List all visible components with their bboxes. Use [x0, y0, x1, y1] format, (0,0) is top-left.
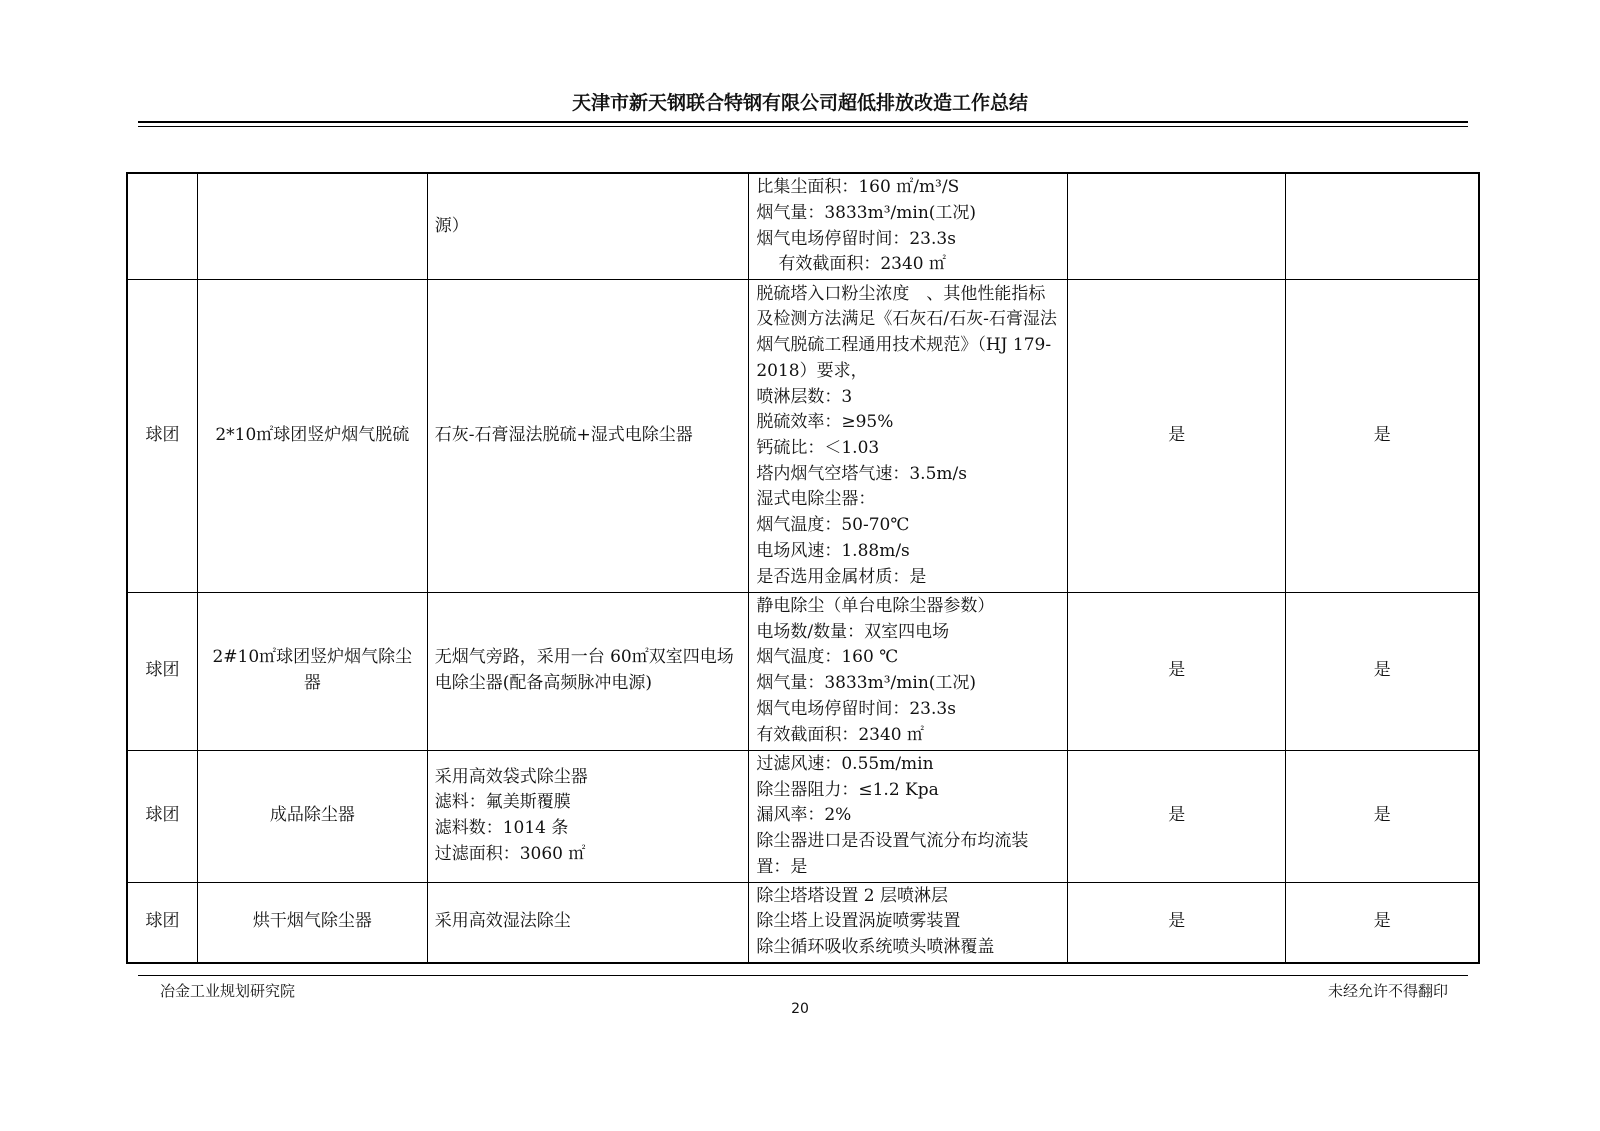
param-line: 电场风速：1.88m/s	[756, 540, 910, 561]
param-line: 除尘塔塔设置 2 层喷淋层	[756, 885, 948, 906]
category-cell: 球团	[127, 280, 197, 593]
header-rule-thin	[138, 126, 1468, 127]
table-row	[127, 882, 1479, 963]
project-name-cell: 烘干烟气除尘器	[197, 882, 427, 963]
measure-cell: 无烟气旁路，采用一台 60㎡双室四电场电除尘器(配备高频脉冲电源)	[427, 592, 749, 750]
measure-line: 过滤面积：3060 ㎡	[434, 843, 586, 864]
status-cell	[1286, 173, 1479, 280]
param-line: 除尘器阻力：≤1.2 Kpa	[756, 779, 939, 800]
params-cell	[749, 173, 1068, 280]
category-cell: 球团	[127, 750, 197, 882]
status-cell: 是	[1286, 882, 1479, 963]
param-line: 脱硫效率：≥95%	[756, 412, 894, 433]
param-line: 漏风率：2%	[756, 805, 852, 826]
status-cell: 是	[1286, 592, 1479, 750]
category-cell	[127, 173, 197, 280]
page-number: 20	[791, 1001, 809, 1017]
category-cell: 球团	[127, 592, 197, 750]
measure-line: 源）	[434, 215, 469, 236]
param-line: 电场数/数量：双室四电场	[756, 621, 950, 642]
param-line: 除尘器进口是否设置气流分布均流装置：是	[756, 830, 1029, 877]
params-cell	[749, 882, 1068, 963]
status-cell: 是	[1067, 592, 1286, 750]
param-line: 静电除尘（单台电除尘器参数）	[756, 596, 995, 617]
status-cell: 是	[1067, 882, 1286, 963]
project-name-cell: 2#10㎡球团竖炉烟气除尘器	[197, 592, 427, 750]
param-line: 烟气电场停留时间：23.3s	[756, 228, 956, 249]
status-cell: 是	[1067, 280, 1286, 593]
param-line: 钙硫比：＜1.03	[756, 437, 880, 458]
param-line: 烟气电场停留时间：23.3s	[756, 698, 956, 719]
table-row	[127, 280, 1479, 593]
footer-copyright-notice: 未经允许不得翻印	[1327, 982, 1448, 1000]
project-name-cell	[197, 173, 427, 280]
project-name-cell: 2*10㎡球团竖炉烟气脱硫	[197, 280, 427, 593]
status-cell: 是	[1286, 280, 1479, 593]
measure-cell: 采用高效湿法除尘	[427, 882, 749, 963]
param-line: 塔内烟气空塔气速：3.5m/s	[756, 463, 967, 484]
status-cell	[1067, 173, 1286, 280]
footer-rule	[138, 975, 1468, 976]
measure-cell	[427, 750, 749, 882]
table-row	[127, 750, 1479, 882]
measure-line: 滤料数：1014 条	[434, 818, 569, 839]
param-line: 是否选用金属材质：是	[756, 566, 927, 587]
param-line: 过滤风速：0.55m/min	[756, 753, 934, 774]
measure-cell	[427, 173, 749, 280]
project-name-cell: 成品除尘器	[197, 750, 427, 882]
params-cell	[749, 280, 1068, 593]
status-cell: 是	[1067, 750, 1286, 882]
header-rule-thick	[138, 121, 1468, 123]
measure-cell: 石灰-石膏湿法脱硫+湿式电除尘器	[427, 280, 749, 593]
param-line: 比集尘面积：160 ㎡/m³/S	[756, 177, 960, 198]
params-cell	[749, 750, 1068, 882]
footer-organization: 冶金工业规划研究院	[160, 982, 296, 1000]
param-line: 湿式电除尘器：	[756, 489, 876, 510]
status-cell: 是	[1286, 750, 1479, 882]
param-line: 有效截面积：2340 ㎡	[756, 724, 925, 745]
spec-table	[126, 172, 1480, 964]
param-line: 脱硫塔入口粉尘浓度 、其他性能指标及检测方法满足《石灰石/石灰-石膏湿法烟气脱硫工程通用技术规范》（HJ 179-2018）要求，	[756, 283, 1057, 381]
param-line: 烟气温度：160 ℃	[756, 647, 899, 668]
param-line: 烟气量：3833m³/min(工况)	[756, 673, 977, 694]
param-line: 烟气量：3833m³/min(工况)	[756, 202, 977, 223]
table-row	[127, 173, 1479, 280]
param-line: 除尘塔上设置涡旋喷雾装置	[756, 911, 961, 932]
param-line: 喷淋层数：3	[756, 386, 853, 407]
param-line: 除尘循环吸收系统喷头喷淋覆盖	[756, 937, 995, 958]
measure-line: 滤料：氟美斯覆膜	[434, 792, 571, 813]
table-row	[127, 592, 1479, 750]
measure-line: 采用高效袋式除尘器	[434, 766, 588, 787]
param-line: 有效截面积：2340 ㎡	[778, 254, 947, 275]
params-cell	[749, 592, 1068, 750]
param-line: 烟气温度：50-70℃	[756, 515, 910, 536]
document-title: 天津市新天钢联合特钢有限公司超低排放改造工作总结	[571, 92, 1028, 114]
category-cell: 球团	[127, 882, 197, 963]
